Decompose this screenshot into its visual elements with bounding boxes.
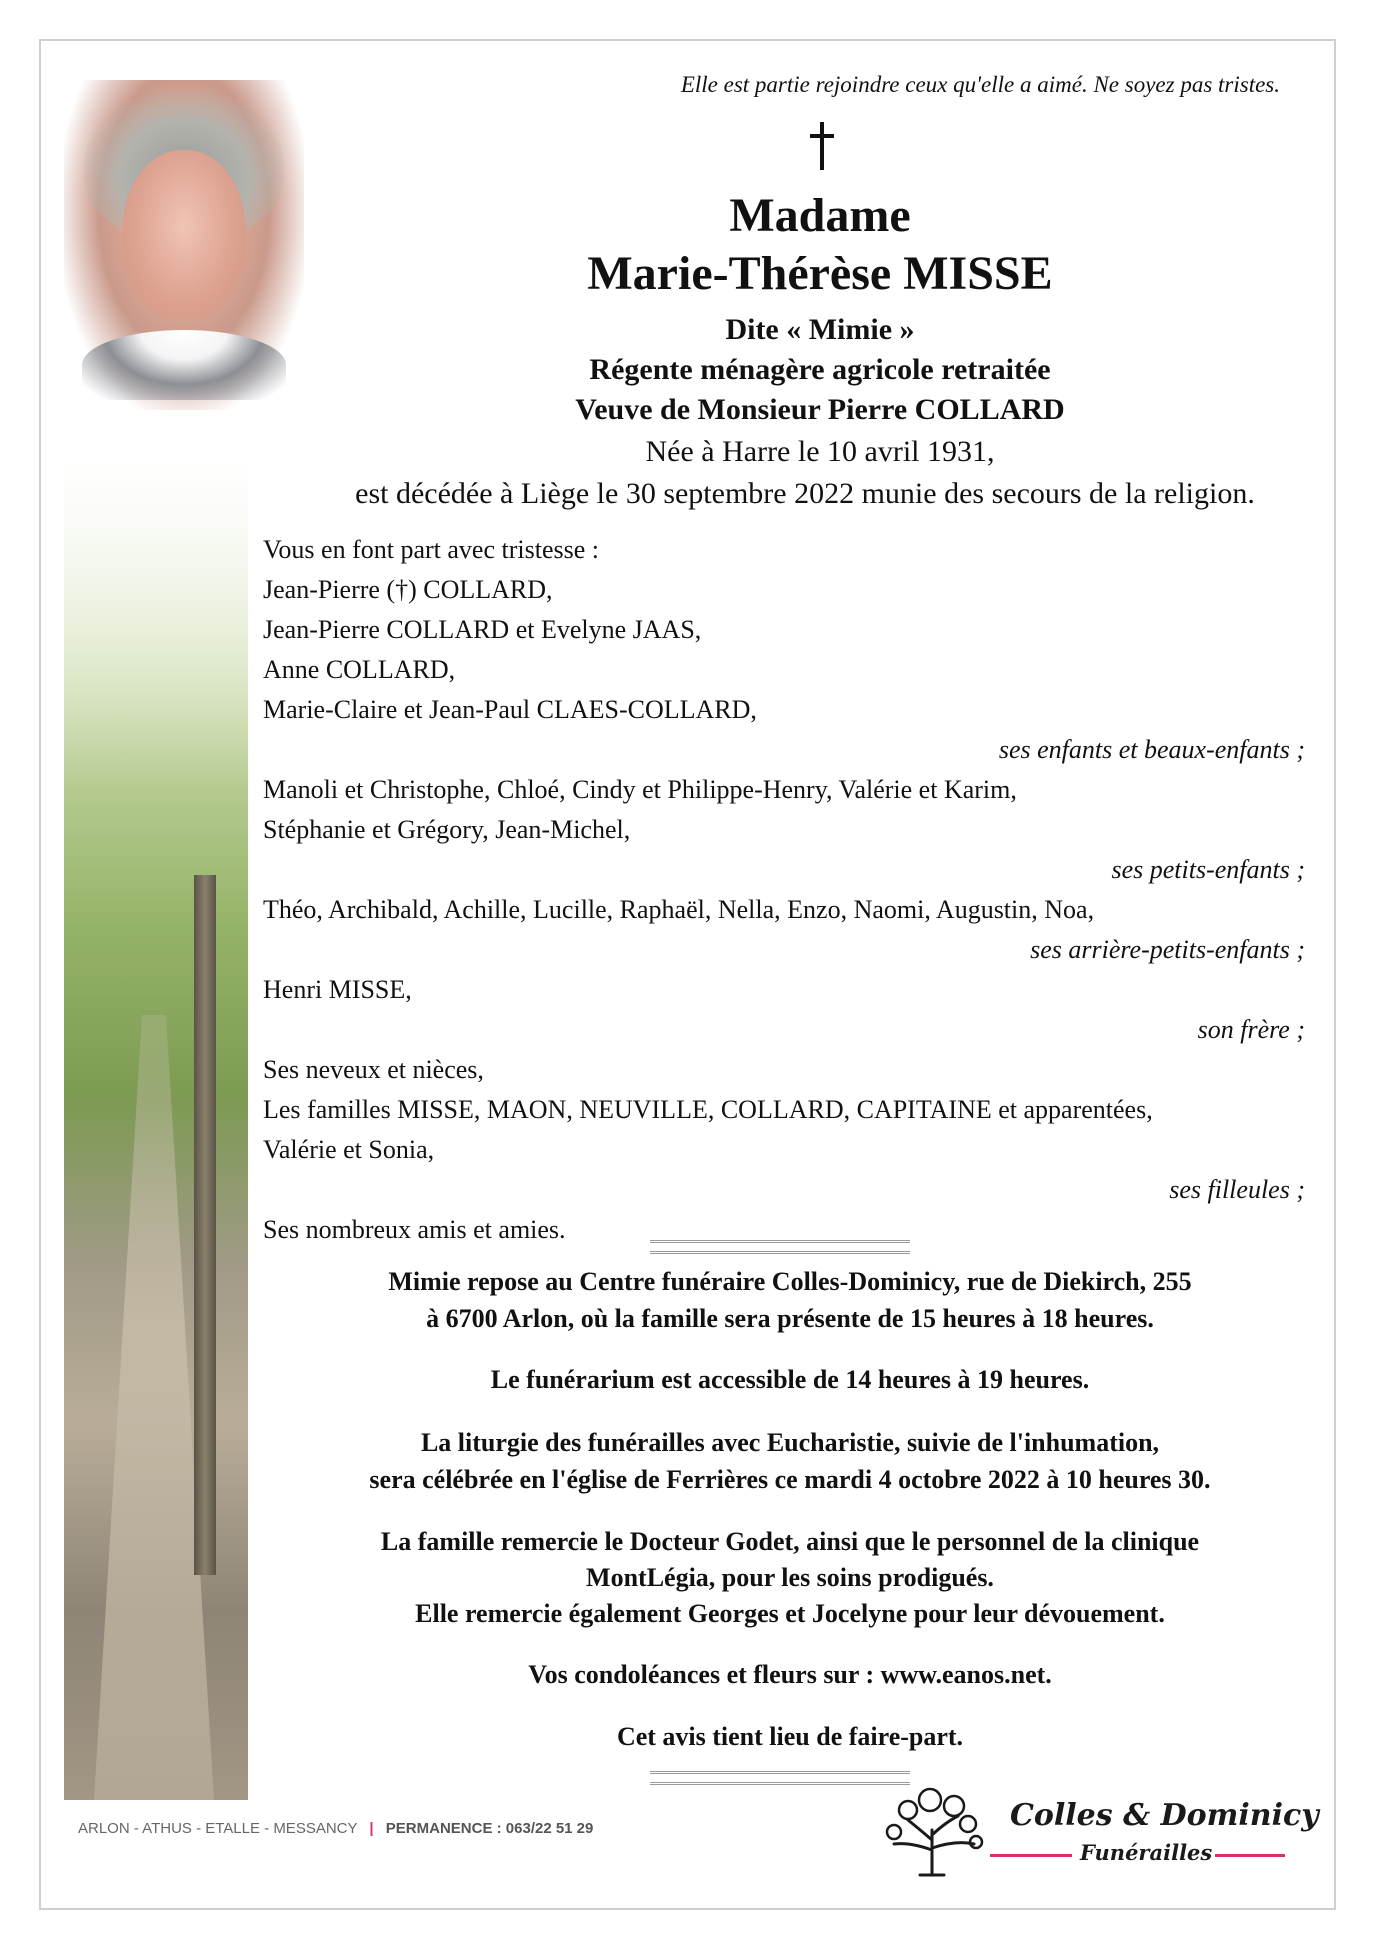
announcement-line: Jean-Pierre (†) COLLARD, [263, 575, 553, 604]
info-liturgy-1: La liturgie des funérailles avec Eucharistie, suivie de l'inhumation, [420, 1428, 1160, 1457]
brand-name: Colles & Dominicy [1010, 1798, 1319, 1833]
forest-path-image [64, 455, 248, 1800]
deceased-name: Marie-Thérèse MISSE [587, 247, 1053, 300]
tree-icon [880, 1780, 990, 1880]
footer-separator: | [369, 1820, 374, 1837]
announcement-line: Les familles MISSE, MAON, NEUVILLE, COLLARD, CAPITAINE et apparentées, [263, 1095, 1153, 1124]
info-thanks-3: Elle remercie également Georges et Jocelyne pour leur dévouement. [415, 1599, 1165, 1628]
announcement-line: Anne COLLARD, [263, 655, 456, 684]
family-role-label: ses enfants et beaux-enfants ; [998, 735, 1305, 764]
death-line: est décédée à Liège le 30 septembre 2022 munie des secours de la religion. [355, 477, 1255, 510]
info-liturgy-2: sera célébrée en l'église de Ferrières ce mardi 4 octobre 2022 à 10 heures 30. [369, 1465, 1211, 1494]
footer-contact [78, 1820, 593, 1837]
epigraph: Elle est partie rejoindre ceux qu'elle a aimé. Ne soyez pas tristes. [680, 72, 1280, 97]
brand-logo [880, 1780, 1319, 1880]
footer-permanence: PERMANENCE : 063/22 51 29 [385, 1820, 594, 1837]
divider-top [650, 1240, 910, 1254]
announcement-line: Stéphanie et Grégory, Jean-Michel, [263, 815, 631, 844]
brand-subtitle: Funérailles [1080, 1840, 1213, 1865]
portrait-shirt [82, 330, 286, 400]
info-rest-1: Mimie repose au Centre funéraire Colles-Dominicy, rue de Diekirch, 255 [388, 1267, 1192, 1296]
nickname: Dite « Mimie » [725, 313, 915, 346]
occupation: Régente ménagère agricole retraitée [589, 353, 1051, 386]
divider-bottom [650, 1771, 910, 1785]
info-thanks-1: La famille remercie le Docteur Godet, ainsi que le personnel de la clinique [380, 1527, 1200, 1556]
family-role-label: son frère ; [1197, 1015, 1305, 1044]
brand-accent-line-left [990, 1854, 1072, 1857]
family-role-label: ses petits-enfants ; [1111, 855, 1305, 884]
announcement-line: Vous en font part avec tristesse : [263, 535, 599, 564]
family-role-label: ses filleules ; [1169, 1175, 1305, 1204]
info-condolences: Vos condoléances et fleurs sur : www.eanos.net. [528, 1660, 1052, 1689]
tree-trunk [194, 875, 216, 1575]
announcement-line: Marie-Claire et Jean-Paul CLAES-COLLARD, [263, 695, 757, 724]
info-rest-2: à 6700 Arlon, où la famille sera présente de 15 heures à 18 heures. [426, 1304, 1154, 1333]
cross-icon [810, 122, 834, 170]
announcement-line: Henri MISSE, [263, 975, 412, 1004]
info-notice: Cet avis tient lieu de faire-part. [616, 1722, 964, 1751]
family-role-label: ses arrière-petits-enfants ; [1030, 935, 1305, 964]
brand-accent-line-right [1215, 1854, 1285, 1857]
announcement-line: Manoli et Christophe, Chloé, Cindy et Philippe-Henry, Valérie et Karim, [263, 775, 1017, 804]
info-thanks-2: MontLégia, pour les soins prodigués. [586, 1563, 994, 1592]
spouse: Veuve de Monsieur Pierre COLLARD [575, 393, 1065, 426]
deceased-title: Madame [729, 189, 911, 242]
portrait-face [122, 150, 246, 320]
info-access: Le funérarium est accessible de 14 heures à 19 heures. [490, 1365, 1090, 1394]
announcement-line: Ses nombreux amis et amies. [263, 1215, 566, 1244]
announcement-line: Jean-Pierre COLLARD et Evelyne JAAS, [263, 615, 702, 644]
announcement-list [263, 530, 1313, 1250]
announcement-line: Théo, Archibald, Achille, Lucille, Raphaël, Nella, Enzo, Naomi, Augustin, Noa, [263, 895, 1095, 924]
birth-line: Née à Harre le 10 avril 1931, [645, 435, 995, 468]
announcement-line: Ses neveux et nièces, [263, 1055, 484, 1084]
announcement-line: Valérie et Sonia, [263, 1135, 435, 1164]
footer-locations: ARLON - ATHUS - ETALLE - MESSANCY [78, 1820, 358, 1837]
portrait-photo [64, 80, 304, 410]
